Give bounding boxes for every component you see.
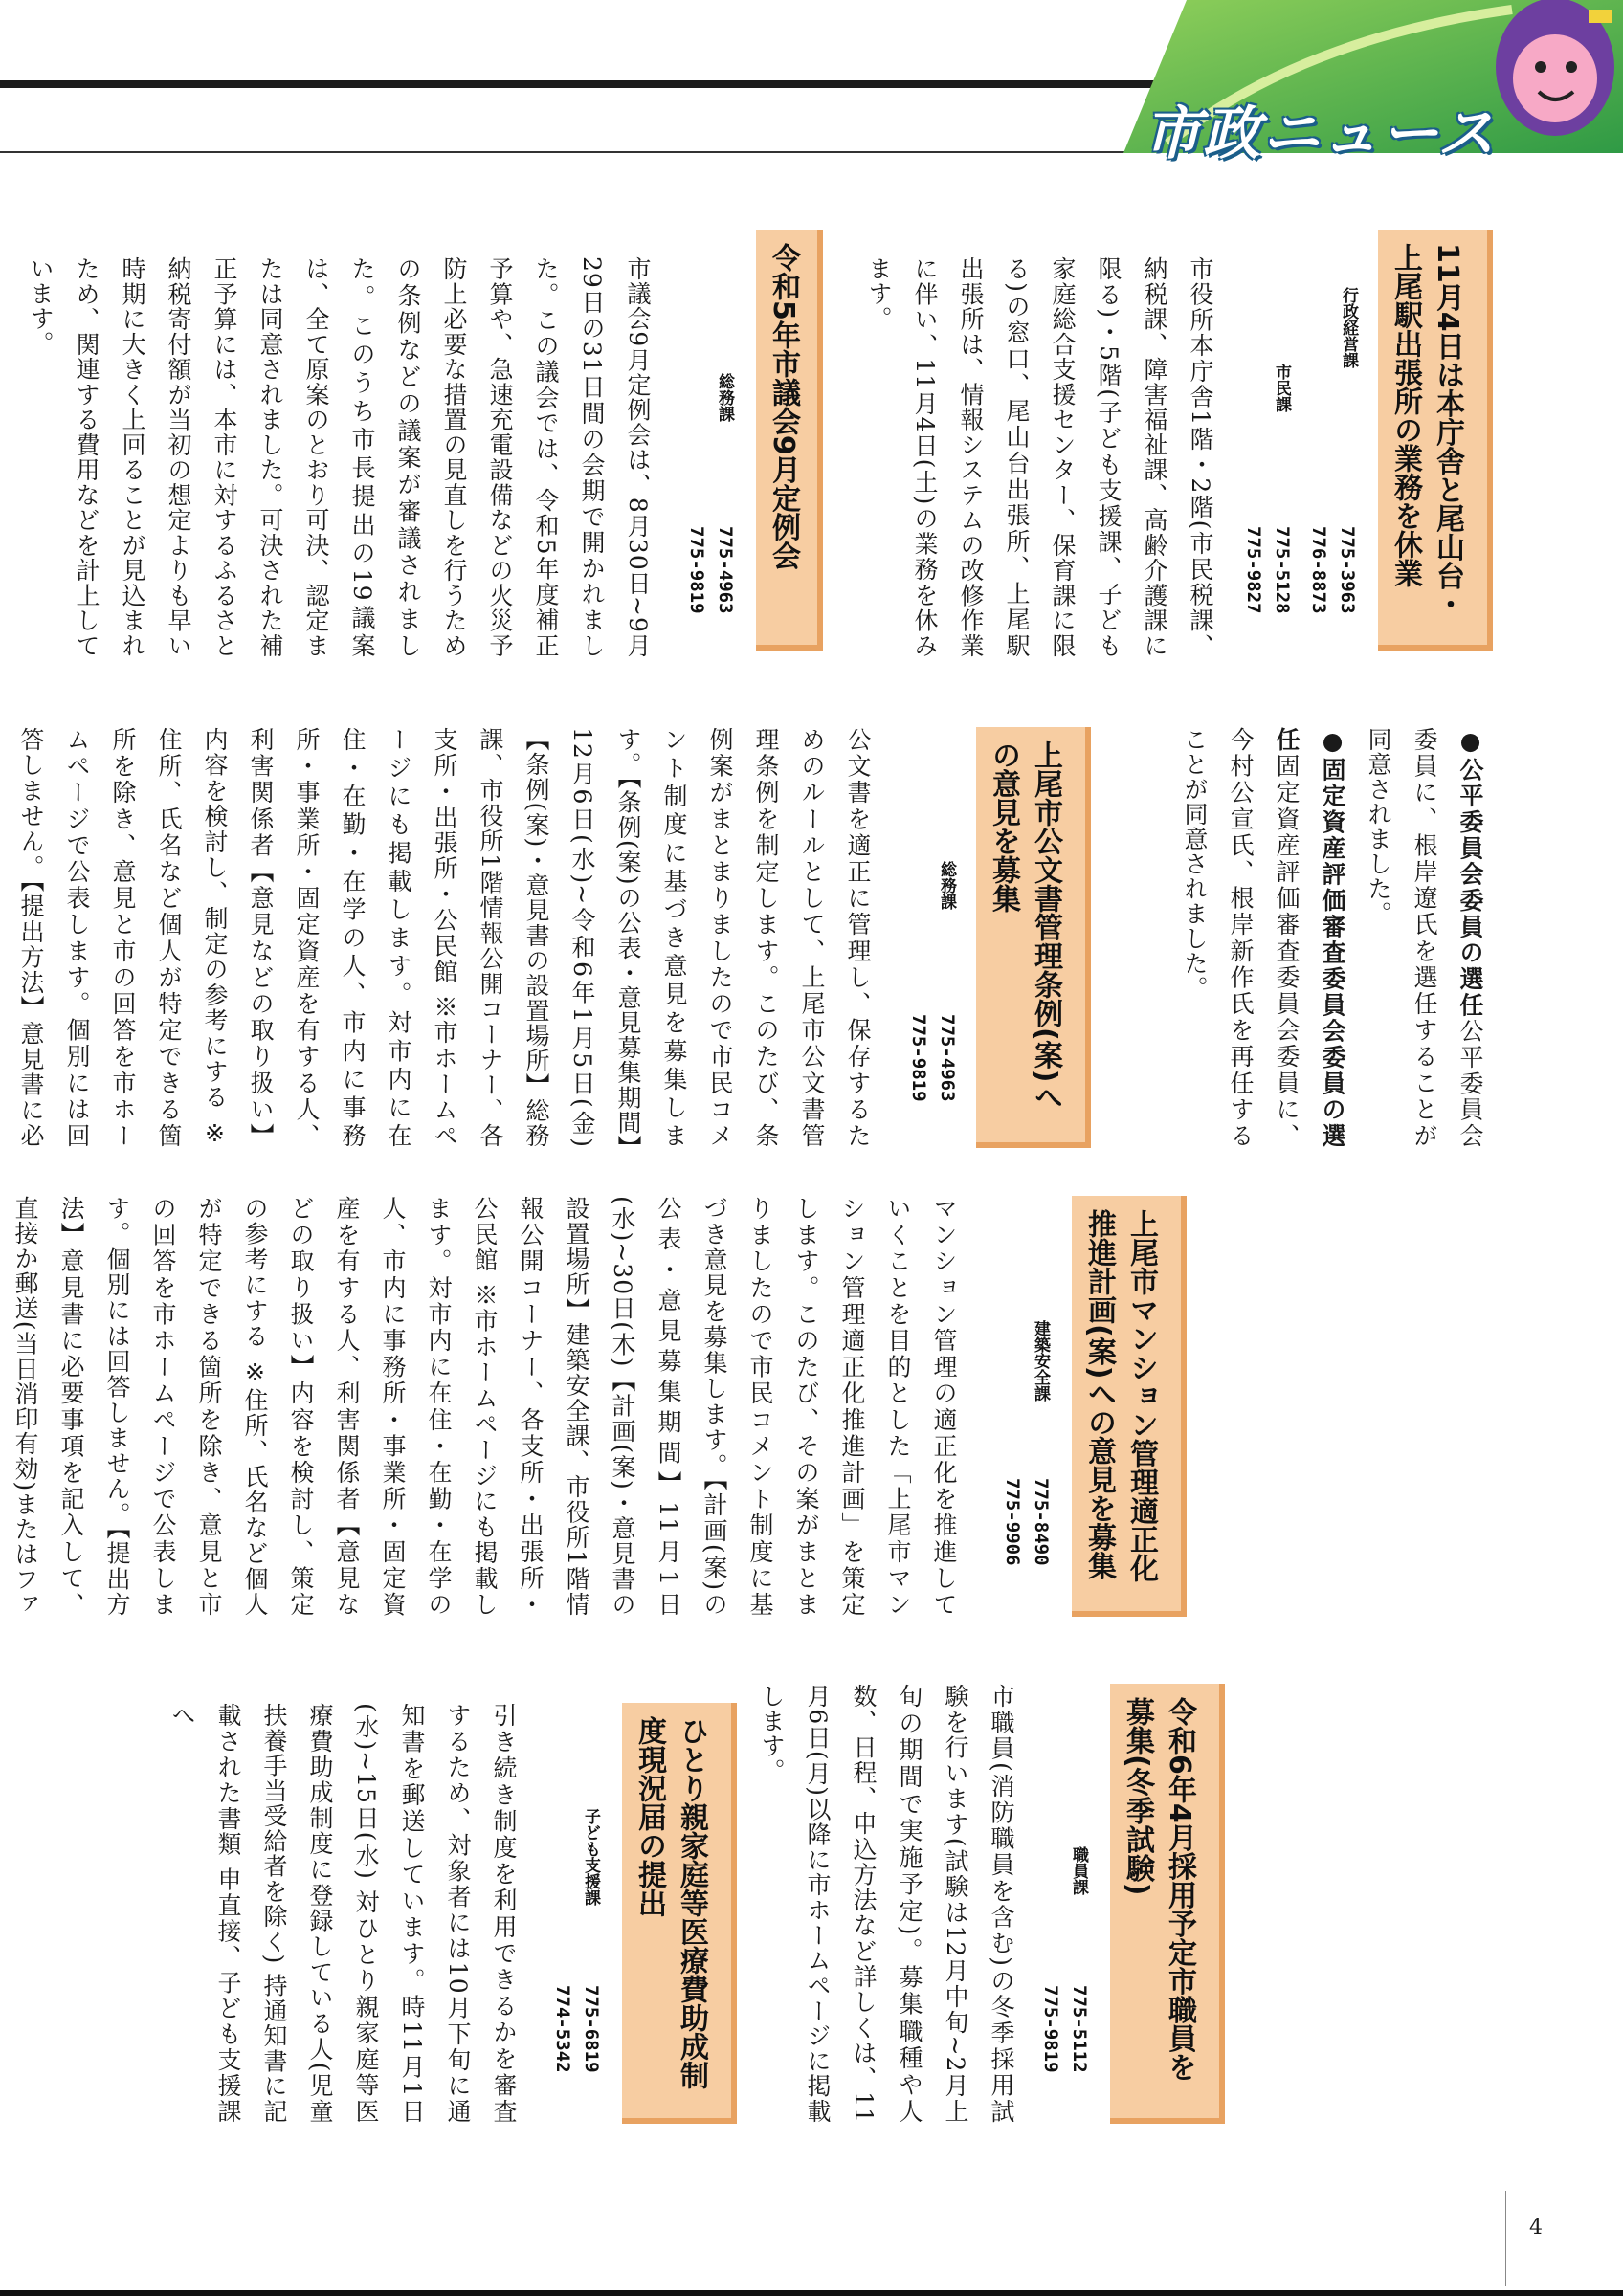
article-2-tel: 775-4963: [715, 526, 736, 614]
article-3-heading: 上尾市公文書管理条例(案)への意見を募集: [976, 727, 1091, 1148]
item-1-text: 公平委員会委員に、根岸遼氏を選任することが同意されました。: [1365, 727, 1484, 1149]
article-5-body-lead: [1244, 1684, 1502, 2124]
article-6-dept: 子ども支援課: [581, 1808, 600, 1906]
article-1-body: 市役所本庁舎1階・2階(市民税課、納税課、障害福祉課、高齢介護課に限る)・5階(子ども支援課、子ども家庭総合支援センター、保育課に限る)の窓口、尾山台出張所、上尾駅出張所は、情報システムの改修作業に伴い、11月4日(土)の業務を休みます。: [865, 256, 1214, 658]
article-3-tel: 775-4963: [937, 1014, 958, 1102]
article-1-heading: 11月4日は本庁舎と尾山台・上尾駅出張所の業務を休業: [1378, 230, 1493, 651]
article-1-tel-2: 775-5128: [1272, 526, 1293, 614]
footer-rule: [0, 2290, 1623, 2296]
article-5-tel: 775-5112: [1069, 1985, 1090, 2073]
article-2-fax: 775-9819: [686, 526, 707, 614]
article-5-heading: 令和6年4月採用予定市職員を募集(冬季試験): [1110, 1684, 1225, 2124]
page-divider: [1505, 2191, 1506, 2286]
article-2-heading: 令和5年市議会9月定例会: [756, 230, 823, 651]
article-6-tel: 775-6819: [581, 1985, 602, 2073]
article-5-dept: 職員課: [1069, 1846, 1088, 1895]
header-rule: [0, 80, 1187, 88]
article-1-dept-1: 行政経営課: [1339, 287, 1358, 368]
article-4-tel: 775-8490: [1031, 1478, 1052, 1566]
article-6-fax: 774-5342: [552, 1985, 573, 2073]
article-2-body: 市議会9月定例会は、8月30日~9月29日の31日間の会期で開かれました。この議会では、令和5年度補正予算や、急速充電設備などの火災予防上必要な措置の見直しを行うための条例などの議案が審議されました。このうち市長提出の19議案は、全て原案のとおり可決、認定または同意されました。可決された補正予算には、本市に対するふるさと納税寄付額が当初の想定よりも早い時期に大きく上回ることが見込まれため、関連する費用などを計上しています。: [27, 256, 652, 658]
article-4-body: マンション管理の適正化を推進していくことを目的とした「上尾市マンション管理適正化推進計画」を策定します。このたび、その案がまとまりましたので市民コメント制度に基づき意見を募集します。【計画(案)の公表・意見募集期間】11月1日(水)~30日(木)【計画(案)・意見書の設置場所】建築安全課、市役所1階情報公開コーナー、各支所・出張所・公民館 ※市ホームページにも掲載します。対市内に在住・在勤・在学の人、市内に事務所・事業所・固定資産を有する人、利害関係者【意見などの取り扱い】内容を検討し、策定の参考にする ※住所、氏名など個人が特定できる箇所を除き、意見と市の回答を市ホームページで公表します。個別には回答しません。【提出方法】意見書に必要事項を記入して、直接か郵送(当日消印有効)またはファ: [11, 1196, 958, 1618]
banner-title: 市政ニュース: [1144, 100, 1497, 167]
article-1-fax-2: 775-9827: [1243, 526, 1264, 614]
article-6-heading: ひとり親家庭等医療費助成制度現況届の提出: [622, 1703, 737, 2124]
mascot-icon: [1496, 0, 1614, 136]
article-4-dept: 建築安全課: [1031, 1320, 1050, 1402]
article-1-fax-1: 776-8873: [1308, 526, 1329, 614]
item-2-text: 固定資産評価審査委員会委員に、今村公宣氏、根岸新作氏を再任することが同意されました。: [1181, 727, 1301, 1149]
article-2-body-cont: [1072, 727, 1493, 1148]
item-2-heading: ●固定資産評価審査委員会委員の選任: [1273, 727, 1346, 1148]
article-3-body: 公文書を適正に管理し、保存するためのルールとして、上尾市公文書管理条例を制定します。このたび、条例案がまとまりましたので市民コメント制度に基づき意見を募集します。【条例(案)の公表・意見募集期間】12月6日(水)~令和6年1月5日(金)【条例(案)・意見書の設置場所】総務課、市役所1階情報公開コーナー、各支所・出張所・公民館 ※市ホームページにも掲載します。対市内に在住・在勤・在学の人、市内に事務所・事業所・固定資産を有する人、利害関係者【意見などの取り扱い】内容を検討し、制定の参考にする ※住所、氏名など個人が特定できる箇所を除き、意見と市の回答を市ホームページで公表します。個別には回答しません。【提出方法】意見書に必: [17, 727, 872, 1148]
article-4-fax: 775-9906: [1002, 1478, 1023, 1566]
article-3-dept: 総務課: [937, 861, 956, 910]
article-5-body: 市職員(消防職員を含む)の冬季採用試験を行います(試験は12月中旬~2月上旬の期間で実施予定)。募集職種や人数、日程、申込方法など詳しくは、11月6日(月)以降に市ホームページに掲載します。: [758, 1684, 1015, 2124]
article-6-body: 引き続き制度を利用できるかを審査するため、対象者には10月下旬に通知書を郵送しています。時11月1日(水)~15日(水) 対ひとり親家庭等医療費助成制度に登録している人(児童扶養手当受給者を除く) 持通知書に記載された書類 申直接、子ども支援課へ: [168, 1703, 518, 2124]
article-4-body-lead: [1215, 1196, 1502, 1617]
article-1-tel-1: 775-3963: [1337, 526, 1358, 614]
page-number: 4: [1529, 2216, 1543, 2240]
article-4-heading: 上尾市マンション管理適正化推進計画(案)への意見を募集: [1072, 1196, 1187, 1617]
article-5-fax: 775-9819: [1040, 1985, 1061, 2073]
item-1-heading: ●公平委員会委員の選任: [1456, 727, 1484, 1019]
article-3-fax: 775-9819: [908, 1014, 929, 1102]
article-2-dept: 総務課: [715, 373, 734, 422]
article-1-dept-2: 市民課: [1272, 364, 1291, 412]
